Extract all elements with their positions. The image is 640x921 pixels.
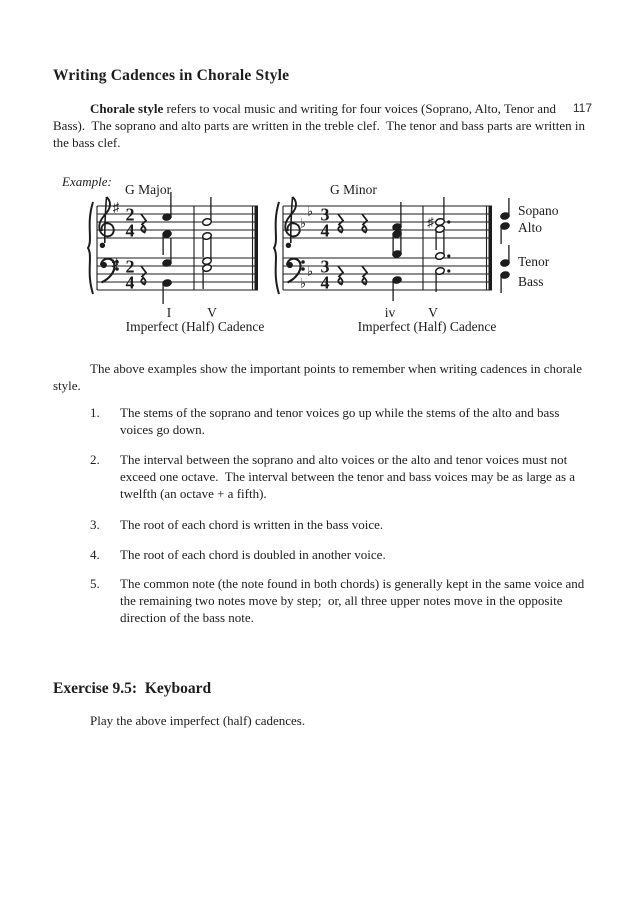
roman-numeral: I: [166, 305, 172, 320]
rules-list: [53, 404, 588, 626]
list-item-text: The root of each chord is doubled in another voice.: [120, 547, 386, 562]
treble-clef-icon: [99, 197, 114, 248]
voice-label: Bass: [518, 274, 544, 289]
time-signature-bottom: 4: [320, 272, 330, 293]
list-item-text: The interval between the soprano and alto voices or the alto and tenor voices must not exceed one octave. The interval between the tenor and bass voices may be as large as a twelfth (an octave + a fifth).: [120, 452, 579, 501]
exercise-instruction: Play the above imperfect (half) cadences.: [90, 713, 306, 728]
intro-rest: refers to vocal music and writing for four voices (Soprano, Alto, Tenor and Bass). The soprano and alto parts are written in the treble clef. The tenor and bass parts are written in the bass clef.: [53, 101, 589, 150]
time-signature-top: 3: [320, 256, 330, 277]
accidental-flat-icon: ♭: [306, 203, 314, 219]
list-item: [53, 516, 588, 533]
voice-label: Sopano: [518, 203, 559, 218]
list-item: [53, 451, 588, 502]
intro-lead-bold: Chorale style: [90, 101, 164, 116]
accidental-flat-icon: ♭: [306, 263, 314, 279]
list-item-number: 4.: [90, 547, 100, 562]
time-signature-top: 3: [320, 204, 330, 225]
list-item-number: 3.: [90, 517, 100, 532]
voice-label: Alto: [518, 220, 543, 235]
brace-icon: [274, 202, 279, 294]
summary-paragraph: The above examples show the important points to remember when writing cadences in chorale style.: [53, 361, 586, 393]
list-item-text: The stems of the soprano and tenor voices go up while the stems of the alto and bass voices go down.: [120, 405, 563, 437]
roman-numeral: iv: [384, 305, 396, 320]
accidental-sharp-icon: ♯: [112, 199, 120, 215]
treble-clef-icon: [285, 197, 300, 248]
cadence-caption: Imperfect (Half) Cadence: [125, 319, 265, 334]
list-item: [53, 404, 588, 438]
list-item-text: The root of each chord is written in the bass voice.: [120, 517, 384, 532]
roman-numeral: V: [428, 305, 438, 320]
final-barline-thick: [255, 206, 259, 290]
accidental-flat-icon: ♭: [299, 215, 307, 231]
music-notation-figure: [0, 172, 640, 337]
key-label: G Major: [125, 182, 172, 197]
key-label: G Minor: [330, 182, 377, 197]
list-item: [53, 575, 588, 626]
accidental-flat-icon: ♭: [299, 275, 307, 291]
accidental-sharp-icon: ♯: [111, 255, 119, 271]
book-page: [0, 68, 640, 921]
list-item: [53, 546, 588, 563]
list-item-number: 1.: [90, 405, 100, 420]
augmentation-dot: [447, 254, 450, 257]
time-signature-bottom: 4: [125, 272, 135, 293]
final-barline-thick: [489, 206, 493, 290]
intro-paragraph: [53, 100, 588, 151]
list-item-number: 5.: [90, 576, 100, 591]
list-item-number: 2.: [90, 452, 100, 467]
time-signature-bottom: 4: [125, 220, 135, 241]
page-number: 117: [572, 101, 592, 115]
time-signature-bottom: 4: [320, 220, 330, 241]
cadence-caption: Imperfect (Half) Cadence: [357, 319, 497, 334]
time-signature-top: 2: [125, 204, 135, 225]
augmentation-dot: [447, 220, 450, 223]
augmentation-dot: [447, 269, 450, 272]
page-title: Writing Cadences in Chorale Style: [53, 67, 290, 84]
voice-label: Tenor: [518, 254, 550, 269]
list-item-text: The common note (the note found in both chords) is generally kept in the same voice and the remaining two notes move by step; or, all three upper notes move in the opposite direction of the bass note.: [120, 576, 588, 625]
exercise-heading: Exercise 9.5: Keyboard: [53, 680, 212, 697]
time-signature-top: 2: [125, 256, 135, 277]
example-label: Example:: [62, 174, 112, 189]
roman-numeral: V: [207, 305, 217, 320]
brace-icon: [88, 202, 93, 294]
accidental-sharp-icon: ♯: [427, 214, 434, 230]
music-example: [53, 172, 588, 337]
